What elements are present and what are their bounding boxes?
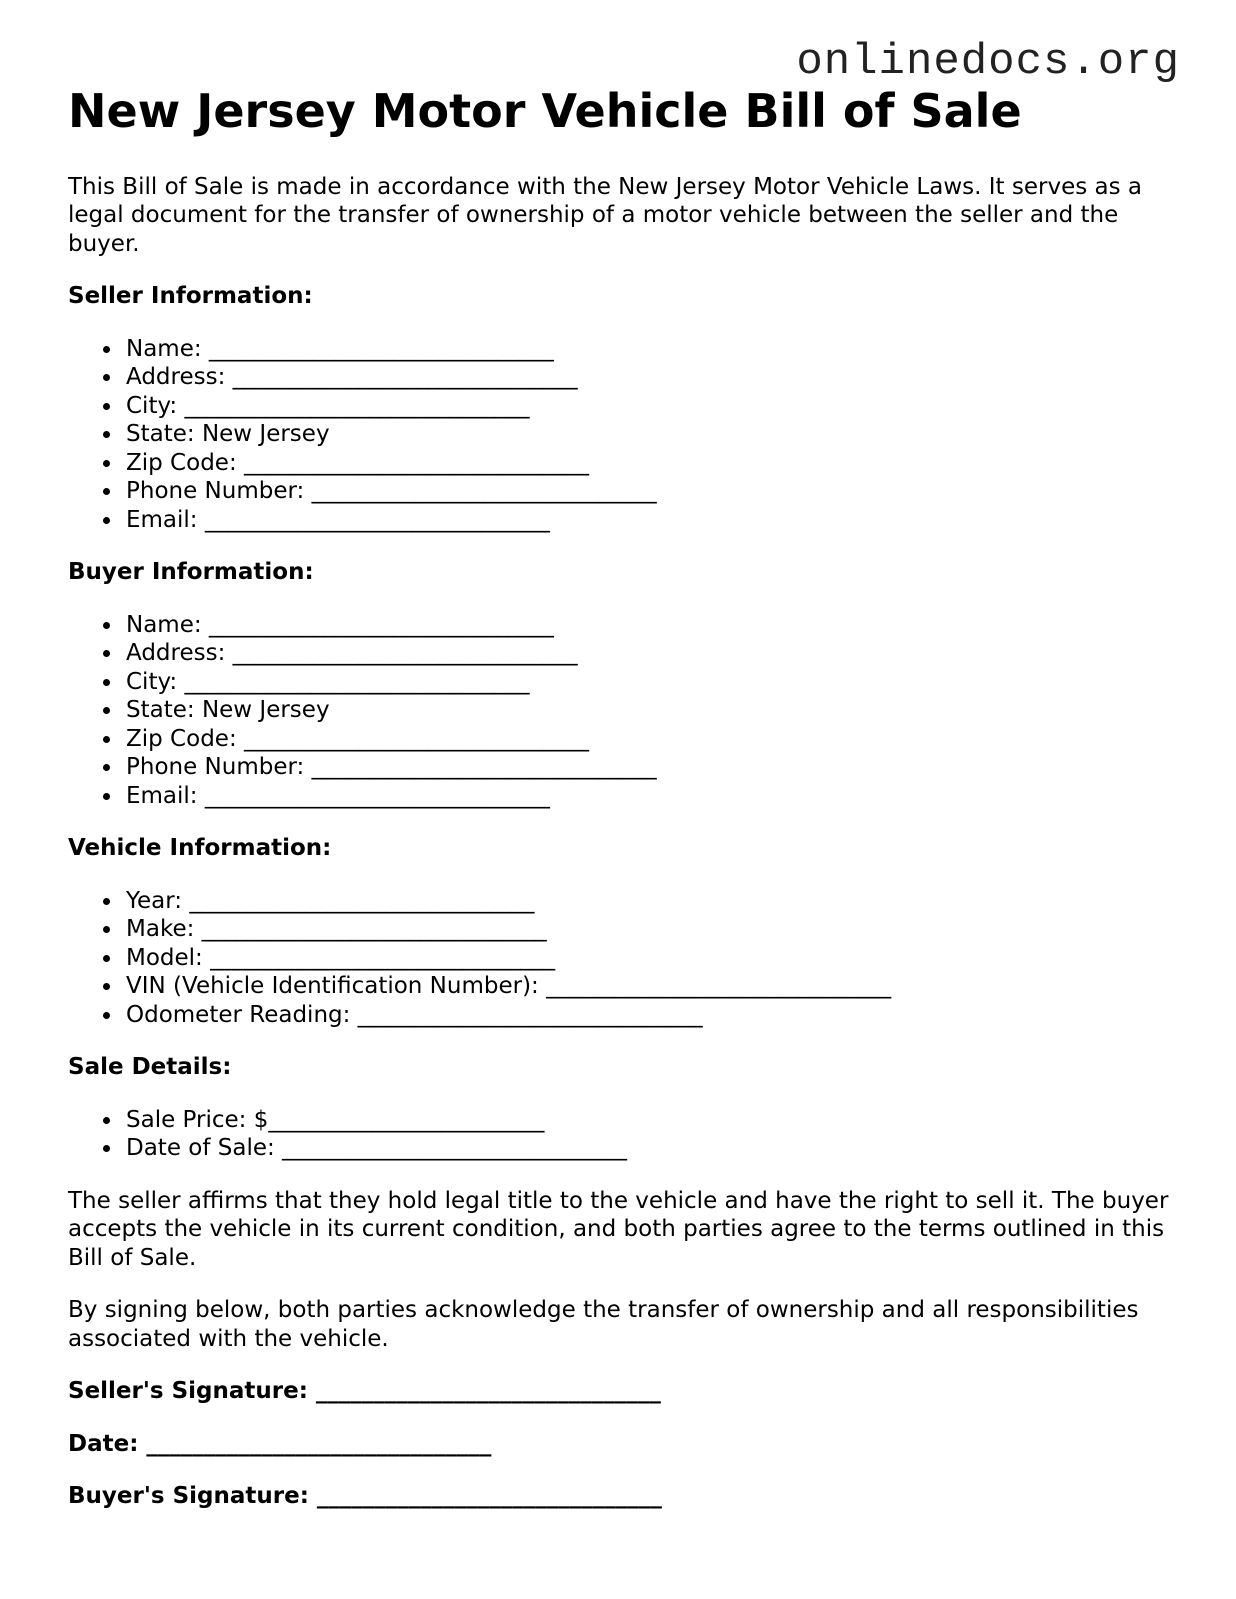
sale-details-heading: Sale Details: <box>68 1054 232 1081</box>
vehicle-year-field: Year: ______________________________ <box>126 887 1178 916</box>
signature-date-line: Date: ______________________________ <box>68 1430 492 1457</box>
document-title: New Jersey Motor Vehicle Bill of Sale <box>68 84 1022 138</box>
buyer-information-heading: Buyer Information: <box>68 559 314 586</box>
affirmation-paragraph: The seller affirms that they hold legal title to the vehicle and have the right to sell it. The buyer accepts the vehicle in its current condition, and both parties agree to the terms outlined in this Bill of Sale. <box>68 1187 1169 1271</box>
acknowledgment-paragraph: By signing below, both parties acknowledge the transfer of ownership and all responsibilities associated with the vehicle. <box>68 1297 1139 1352</box>
buyer-name-field: Name: ______________________________ <box>126 611 1178 640</box>
seller-city-field: City: ______________________________ <box>126 392 1178 421</box>
buyer-fields-list <box>68 611 1178 811</box>
seller-signature-line: Seller's Signature: ______________________________ <box>68 1378 661 1405</box>
sale-fields-list <box>68 1106 1178 1163</box>
vehicle-vin-field: VIN (Vehicle Identification Number): ______________________________ <box>126 972 1178 1001</box>
seller-zip-field: Zip Code: ______________________________ <box>126 449 1178 478</box>
sale-date-field: Date of Sale: ______________________________ <box>126 1134 1178 1163</box>
document-page <box>68 82 1178 1511</box>
buyer-email-field: Email: ______________________________ <box>126 782 1178 811</box>
vehicle-odometer-field: Odometer Reading: ______________________________ <box>126 1001 1178 1030</box>
buyer-state-field: State: New Jersey <box>126 696 1178 725</box>
seller-name-field: Name: ______________________________ <box>126 335 1178 364</box>
seller-phone-field: Phone Number: ______________________________ <box>126 477 1178 506</box>
seller-email-field: Email: ______________________________ <box>126 506 1178 535</box>
vehicle-model-field: Model: ______________________________ <box>126 944 1178 973</box>
buyer-city-field: City: ______________________________ <box>126 668 1178 697</box>
vehicle-information-heading: Vehicle Information: <box>68 835 332 862</box>
vehicle-make-field: Make: ______________________________ <box>126 915 1178 944</box>
intro-paragraph: This Bill of Sale is made in accordance with the New Jersey Motor Vehicle Laws. It serves as a legal document for the transfer of ownership of a motor vehicle between the seller and the buyer. <box>68 173 1142 257</box>
buyer-signature-line: Buyer's Signature: ______________________________ <box>68 1483 662 1510</box>
buyer-zip-field: Zip Code: ______________________________ <box>126 725 1178 754</box>
seller-fields-list <box>68 335 1178 535</box>
sale-price-field: Sale Price: $________________________ <box>126 1106 1178 1135</box>
seller-address-field: Address: ______________________________ <box>126 363 1178 392</box>
seller-state-field: State: New Jersey <box>126 420 1178 449</box>
buyer-address-field: Address: ______________________________ <box>126 639 1178 668</box>
vehicle-fields-list <box>68 887 1178 1030</box>
seller-information-heading: Seller Information: <box>68 283 313 310</box>
buyer-phone-field: Phone Number: ______________________________ <box>126 753 1178 782</box>
watermark-logo: onlinedocs.org <box>796 37 1180 87</box>
